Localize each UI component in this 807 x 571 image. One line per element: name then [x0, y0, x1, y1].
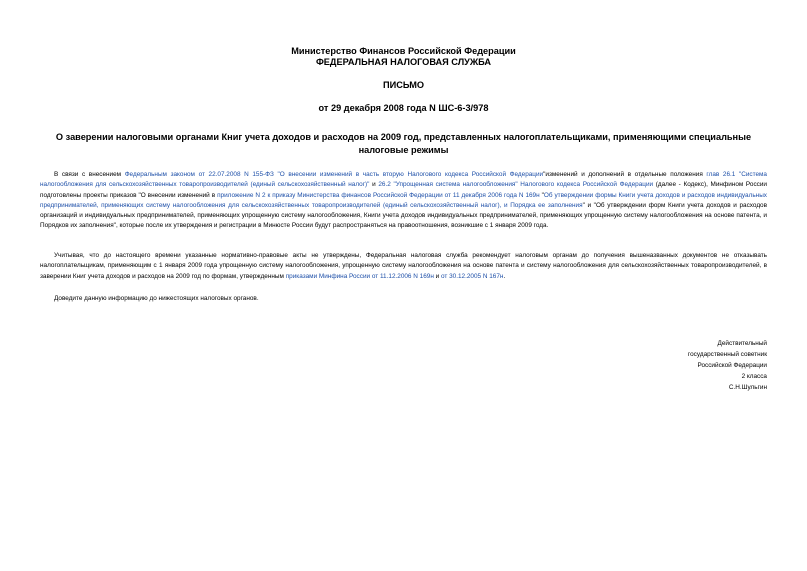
link-book-form-order[interactable]: Об утверждении формы Книги учета доходов и расходов индивидуальных предпринимателей, применяющих систему налогообложения для сельскохозяйственных товаропроизводителей (единый сельскохозяйственный налог), и Порядка ее заполнения	[40, 191, 767, 209]
p1-text-5: (далее - Кодекс), Минфином России подготовлены проекты приказов "О внесении изменений в	[40, 181, 767, 199]
p1-text-3: "изменений и дополнений в отдельные положения	[543, 171, 707, 178]
document-title: О заверении налоговыми органами Книг учета доходов и расходов на 2009 год, представленных налогоплательщиками, применяющими специальные налоговые режимы	[55, 132, 752, 155]
link-order-169n-appendix[interactable]: приложение N 2 к приказу Министерства финансов Российской Федерации от 11 декабря 2006 года N 169н	[217, 191, 540, 199]
p2-text-2: и	[433, 272, 441, 280]
signer-name: С.Н.Шульгин	[728, 384, 767, 391]
paragraph-3: Доведите данную информацию до нижестоящих налоговых органов.	[54, 295, 259, 302]
paragraph-1	[40, 170, 767, 232]
service-heading: ФЕДЕРАЛЬНАЯ НАЛОГОВАЯ СЛУЖБА	[315, 57, 492, 67]
link-order-169n[interactable]: приказами Минфина России от 11.12.2006 N 169н	[285, 272, 434, 280]
ministry-heading: Министерство Финансов Российской Федерации	[291, 46, 516, 56]
p1-text-6: "	[539, 191, 544, 199]
signature-line-4: 2 класса	[741, 373, 767, 380]
link-chapter-26-1[interactable]: глав 26.1 "Система налогообложения для сельскохозяйственных товаропроизводителей (единый сельскохозяйственный налог)"	[40, 171, 767, 189]
link-order-167n[interactable]: от 30.12.2005 N 167н	[440, 272, 504, 280]
link-law-title[interactable]: "О внесении изменений в часть вторую Налогового кодекса Российской Федерации	[277, 171, 544, 178]
doc-type-heading: ПИСЬМО	[382, 80, 425, 90]
doc-date-number: от 29 декабря 2008 года N ШС-6-3/978	[318, 103, 489, 113]
p2-text-1: Учитывая, что до настоящего времени указанные нормативно-правовые акты не утверждены, Федеральная налоговая служба рекомендует налоговым органам до получения вышеназванных документов не отказывать налогоплательщикам, применяющим с 1 января 2009 года упрощенную систему налогообложения, упрощенную систему налогообложения на основе патента и систему налогообложения для сельскохозяйственных товаропроизводителей, в заверении Книг учета доходов и расходов на 2009 год по формам, утвержденным	[40, 252, 767, 280]
signature-line-2: государственный советник	[687, 351, 767, 358]
signature-line-3: Российской Федерации	[697, 362, 767, 369]
p1-text-1: В связи с внесением	[54, 171, 125, 178]
link-federal-law-155fz[interactable]: Федеральным законом от 22.07.2008 N 155-ФЗ	[124, 171, 274, 178]
p2-text-3: .	[503, 272, 506, 280]
p1-text-4: и	[369, 181, 379, 189]
p1-text-7: " и "Об утверждении форм Книги учета доходов и расходов организаций и индивидуальных предпринимателей, применяющих упрощенную систему налогообложения, Книги учета доходов индивидуальных предпринимателей, применяющих упрощенную систему налогообложения на основе патента, и Порядков их заполнения", которые после их утверждения и регистрации в Минюсте России будут распространяться на правоотношения, возникшие с 1 января 2009 года.	[40, 201, 767, 230]
link-chapter-26-2[interactable]: 26.2 "Упрощенная система налогообложения" Налогового кодекса Российской Федерации	[378, 181, 654, 189]
paragraph-2	[40, 251, 767, 282]
signature-line-1: Действительный	[717, 340, 767, 347]
